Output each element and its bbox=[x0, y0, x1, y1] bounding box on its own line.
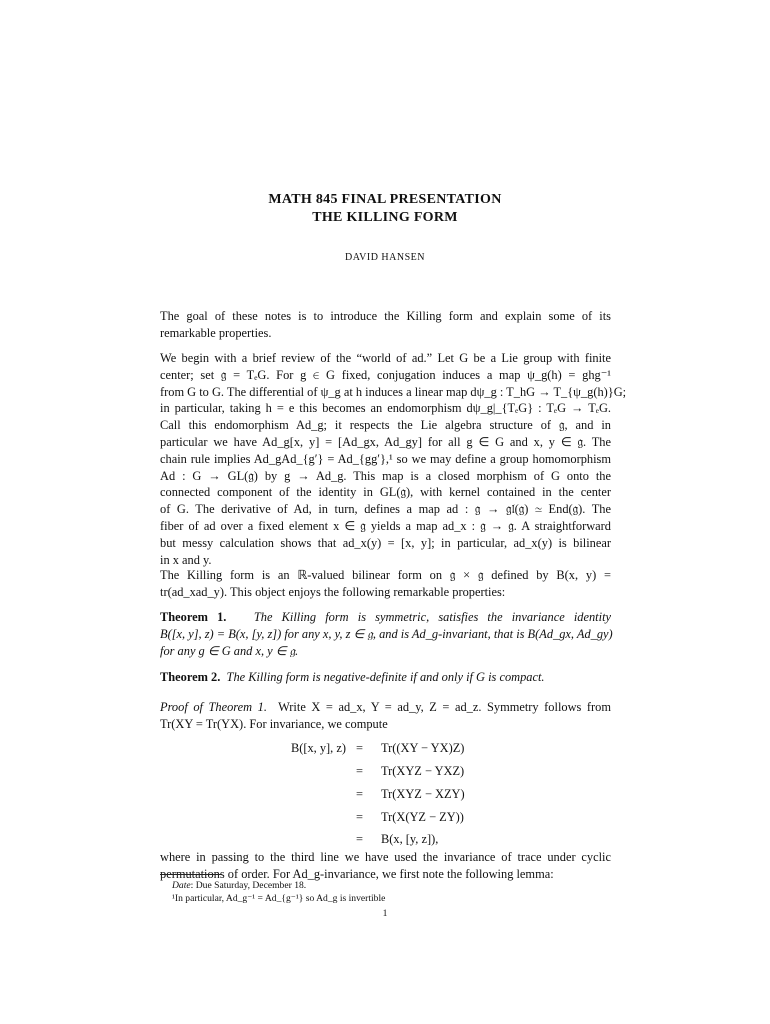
closing-line: where in passing to the third line we have used the invariance of trace under cyclic bbox=[160, 849, 611, 864]
closing-paragraph bbox=[160, 832, 611, 882]
review-line: center; set 𝔤 = TₑG. For g ∈ G fixed, conjugation induces a map ψ_g(h) = ghg⁻¹ bbox=[160, 367, 611, 382]
theorem-1 bbox=[160, 609, 611, 659]
proof-line bbox=[160, 699, 611, 716]
theorem-1-statement: The Killing form is symmetric, satisfies the invariance identity bbox=[253, 610, 612, 624]
footnote-1: ¹In particular, Ad_g⁻¹ = Ad_{g⁻¹} so Ad_g is invertible bbox=[172, 893, 386, 904]
theorem-1-line bbox=[160, 609, 611, 626]
equation-relation: = bbox=[356, 832, 363, 846]
review-paragraph bbox=[160, 350, 627, 568]
review-line: of G. The derivative of Ad, in turn, defines a map ad : 𝔤 → 𝔤𝔩(𝔤) ≃ End(𝔤). The bbox=[160, 502, 611, 517]
review-line: connected component of the identity in GL(𝔤), with kernel contained in the center bbox=[160, 485, 611, 500]
date-text: : Due Saturday, December 18. bbox=[190, 880, 307, 891]
theorem-1-line: B([x, y], z) = B(x, [y, z]) for any x, y, z ∈ 𝔤, and is Ad_g-invariant, that is B(Ad_gx, Ad_gy) bbox=[160, 626, 613, 641]
paper-page: MATH 845 FINAL PRESENTATION THE KILLING FORM DAVID HANSEN The goal of these notes is to introduce the Killing form and explain some of its remarkable properties. We begin with a brief review of the “world of ad.” Let G be a Lie group with finite center; set 𝔤 = TₑG. For g ∈ G fixed, conjugation induces a map ψ_g(h) = ghg⁻¹ from G to G. The differential of ψ_g at h induces a linear map dψ_g : T_hG → T_{ψ_g(h)}G; in particular, taking h = e this becomes an endomorphism dψ_g|_{TₑG} : TₑG → TₑG. Call this endomorphism Ad_g; it respects the Lie algebra structure of 𝔤, and in particular we have Ad_g[x, y] = [Ad_gx, Ad_gy] for all g ∈ G and x, y ∈ 𝔤. The chain rule implies Ad_gAd_{g′} = Ad_{gg′},¹ so we may define a group homomorphism Ad : G → GL(𝔤) by g → Ad_g. This map is a closed morphism of G onto the connected component of the identity in GL(𝔤), with kernel contained in the center of G. The derivative of Ad, in turn, defines a map ad : 𝔤 → 𝔤𝔩(𝔤) ≃ End(𝔤). The fiber of ad over a fixed element x ∈ 𝔤 yields a map ad_x : 𝔤 → 𝔤. A straightforward but messy calculation shows that ad_x(y) = [x, y]; in particular, ad_x(y) is bilinear in x and y. The Killing form is an ℝ-valued bilinear form on 𝔤 × 𝔤 defined by B(x, y) = tr(ad_xad_y). This object enjoys the following remarkable properties: Theorem 1. The Killing form is symmetric, satisfies the invariance identity B([x, y], z) = B(x, [y, z]) for any x, y, z ∈ 𝔤, and is Ad_g-invariant, that is B(Ad_gx, Ad_gy) for any g ∈ G and x, y ∈ 𝔤. Theorem 2. The Killing form is negative-definite if and only if G is compact. Proof of Theorem 1. Write X = ad_x, Y = ad_y, Z = ad_z. Symmetry follows from Tr(XY = Tr(YX). For invariance, we compute B([x, y], z) = Tr((XY − YX)Z) = Tr(XYZ − YXZ) = Tr(XYZ − XZY) = Tr(X(YZ − ZY)) = B(x, [y, z]), where in passing to the third line we have used the invariance of trace under cyclic permutations of order. For Ad_g-invariance, we first note the following lemma: Date: Due Saturday, December 18. ¹In particular, Ad_g⁻¹ = Ad_{g⁻¹} so Ad_g is invertible 1 bbox=[0, 0, 770, 1024]
theorem-2 bbox=[160, 669, 611, 686]
theorem-1-head: Theorem 1. bbox=[160, 610, 227, 624]
footnote-rule bbox=[160, 874, 222, 875]
review-line: Call this endomorphism Ad_g; it respects the Lie algebra structure of 𝔤, and in bbox=[160, 418, 611, 433]
review-line: fiber of ad over a fixed element x ∈ 𝔤 yields a map ad_x : 𝔤 → 𝔤. A straightforward bbox=[160, 518, 611, 533]
theorem-1-line: for any g ∈ G and x, y ∈ 𝔤. bbox=[160, 643, 299, 658]
review-line: from G to G. The differential of ψ_g at h induces a linear map dψ_g : T_hG → T_{ψ_g(h)}G; bbox=[160, 384, 627, 399]
definition-line: The Killing form is an ℝ-valued bilinear form on 𝔤 × 𝔤 defined by B(x, y) = bbox=[160, 568, 611, 582]
intro-line: remarkable properties. bbox=[160, 325, 272, 340]
equation-rhs: Tr(X(YZ − ZY)) bbox=[381, 810, 464, 824]
review-line: We begin with a brief review of the “world of ad.” Let G be a Lie group with finite bbox=[160, 351, 611, 365]
proof-text: Write X = ad_x, Y = ad_y, Z = ad_z. Symmetry follows from bbox=[278, 700, 612, 714]
equation-relation: = bbox=[356, 764, 363, 778]
theorem-2-head: Theorem 2. bbox=[160, 670, 221, 684]
review-line: in x and y. bbox=[160, 552, 212, 567]
equation-relation: = bbox=[356, 787, 363, 801]
equation-relation: = bbox=[356, 810, 363, 824]
title-line-1: MATH 845 FINAL PRESENTATION bbox=[268, 192, 502, 207]
review-line: but messy calculation shows that ad_x(y) = [x, y]; in particular, ad_x(y) is bilinear bbox=[160, 535, 611, 550]
killing-definition bbox=[160, 567, 611, 601]
equation-rhs: Tr(XYZ − XZY) bbox=[381, 787, 465, 801]
theorem-2-line bbox=[160, 669, 611, 686]
theorem-2-statement: The Killing form is negative-definite if and only if G is compact. bbox=[226, 670, 545, 684]
review-line: in particular, taking h = e this becomes an endomorphism dψ_g|_{TₑG} : TₑG → TₑG. bbox=[160, 401, 611, 416]
proof-head: Proof of Theorem 1. bbox=[160, 700, 267, 714]
intro-paragraph bbox=[160, 308, 611, 342]
proof bbox=[160, 699, 611, 733]
review-line: Ad : G → GL(𝔤) by g → Ad_g. This map is a closed morphism of G onto the bbox=[160, 468, 611, 483]
review-line: particular we have Ad_g[x, y] = [Ad_gx, Ad_gy] for all g ∈ G and x, y ∈ 𝔤. The bbox=[160, 434, 611, 449]
page-number: 1 bbox=[382, 908, 388, 919]
date-label: Date bbox=[172, 880, 191, 891]
intro-line: The goal of these notes is to introduce the Killing form and explain some of its bbox=[160, 309, 611, 323]
definition-line: tr(ad_xad_y). This object enjoys the following remarkable properties: bbox=[160, 584, 506, 599]
equation-rhs: Tr(XYZ − YXZ) bbox=[381, 764, 465, 778]
footnote-date bbox=[172, 880, 306, 891]
proof-line: Tr(XY = Tr(YX). For invariance, we compute bbox=[160, 716, 388, 731]
review-line: chain rule implies Ad_gAd_{g′} = Ad_{gg′},¹ so we may define a group homomorphism bbox=[160, 451, 611, 466]
closing-line: permutations of order. For Ad_g-invariance, we first note the following lemma: bbox=[160, 866, 554, 881]
equation-rhs: B(x, [y, z]), bbox=[381, 832, 439, 846]
title-line-2: THE KILLING FORM bbox=[312, 210, 458, 225]
equation-rhs: Tr((XY − YX)Z) bbox=[381, 741, 465, 755]
equation-relation: = bbox=[356, 741, 363, 755]
author: DAVID HANSEN bbox=[345, 252, 425, 263]
